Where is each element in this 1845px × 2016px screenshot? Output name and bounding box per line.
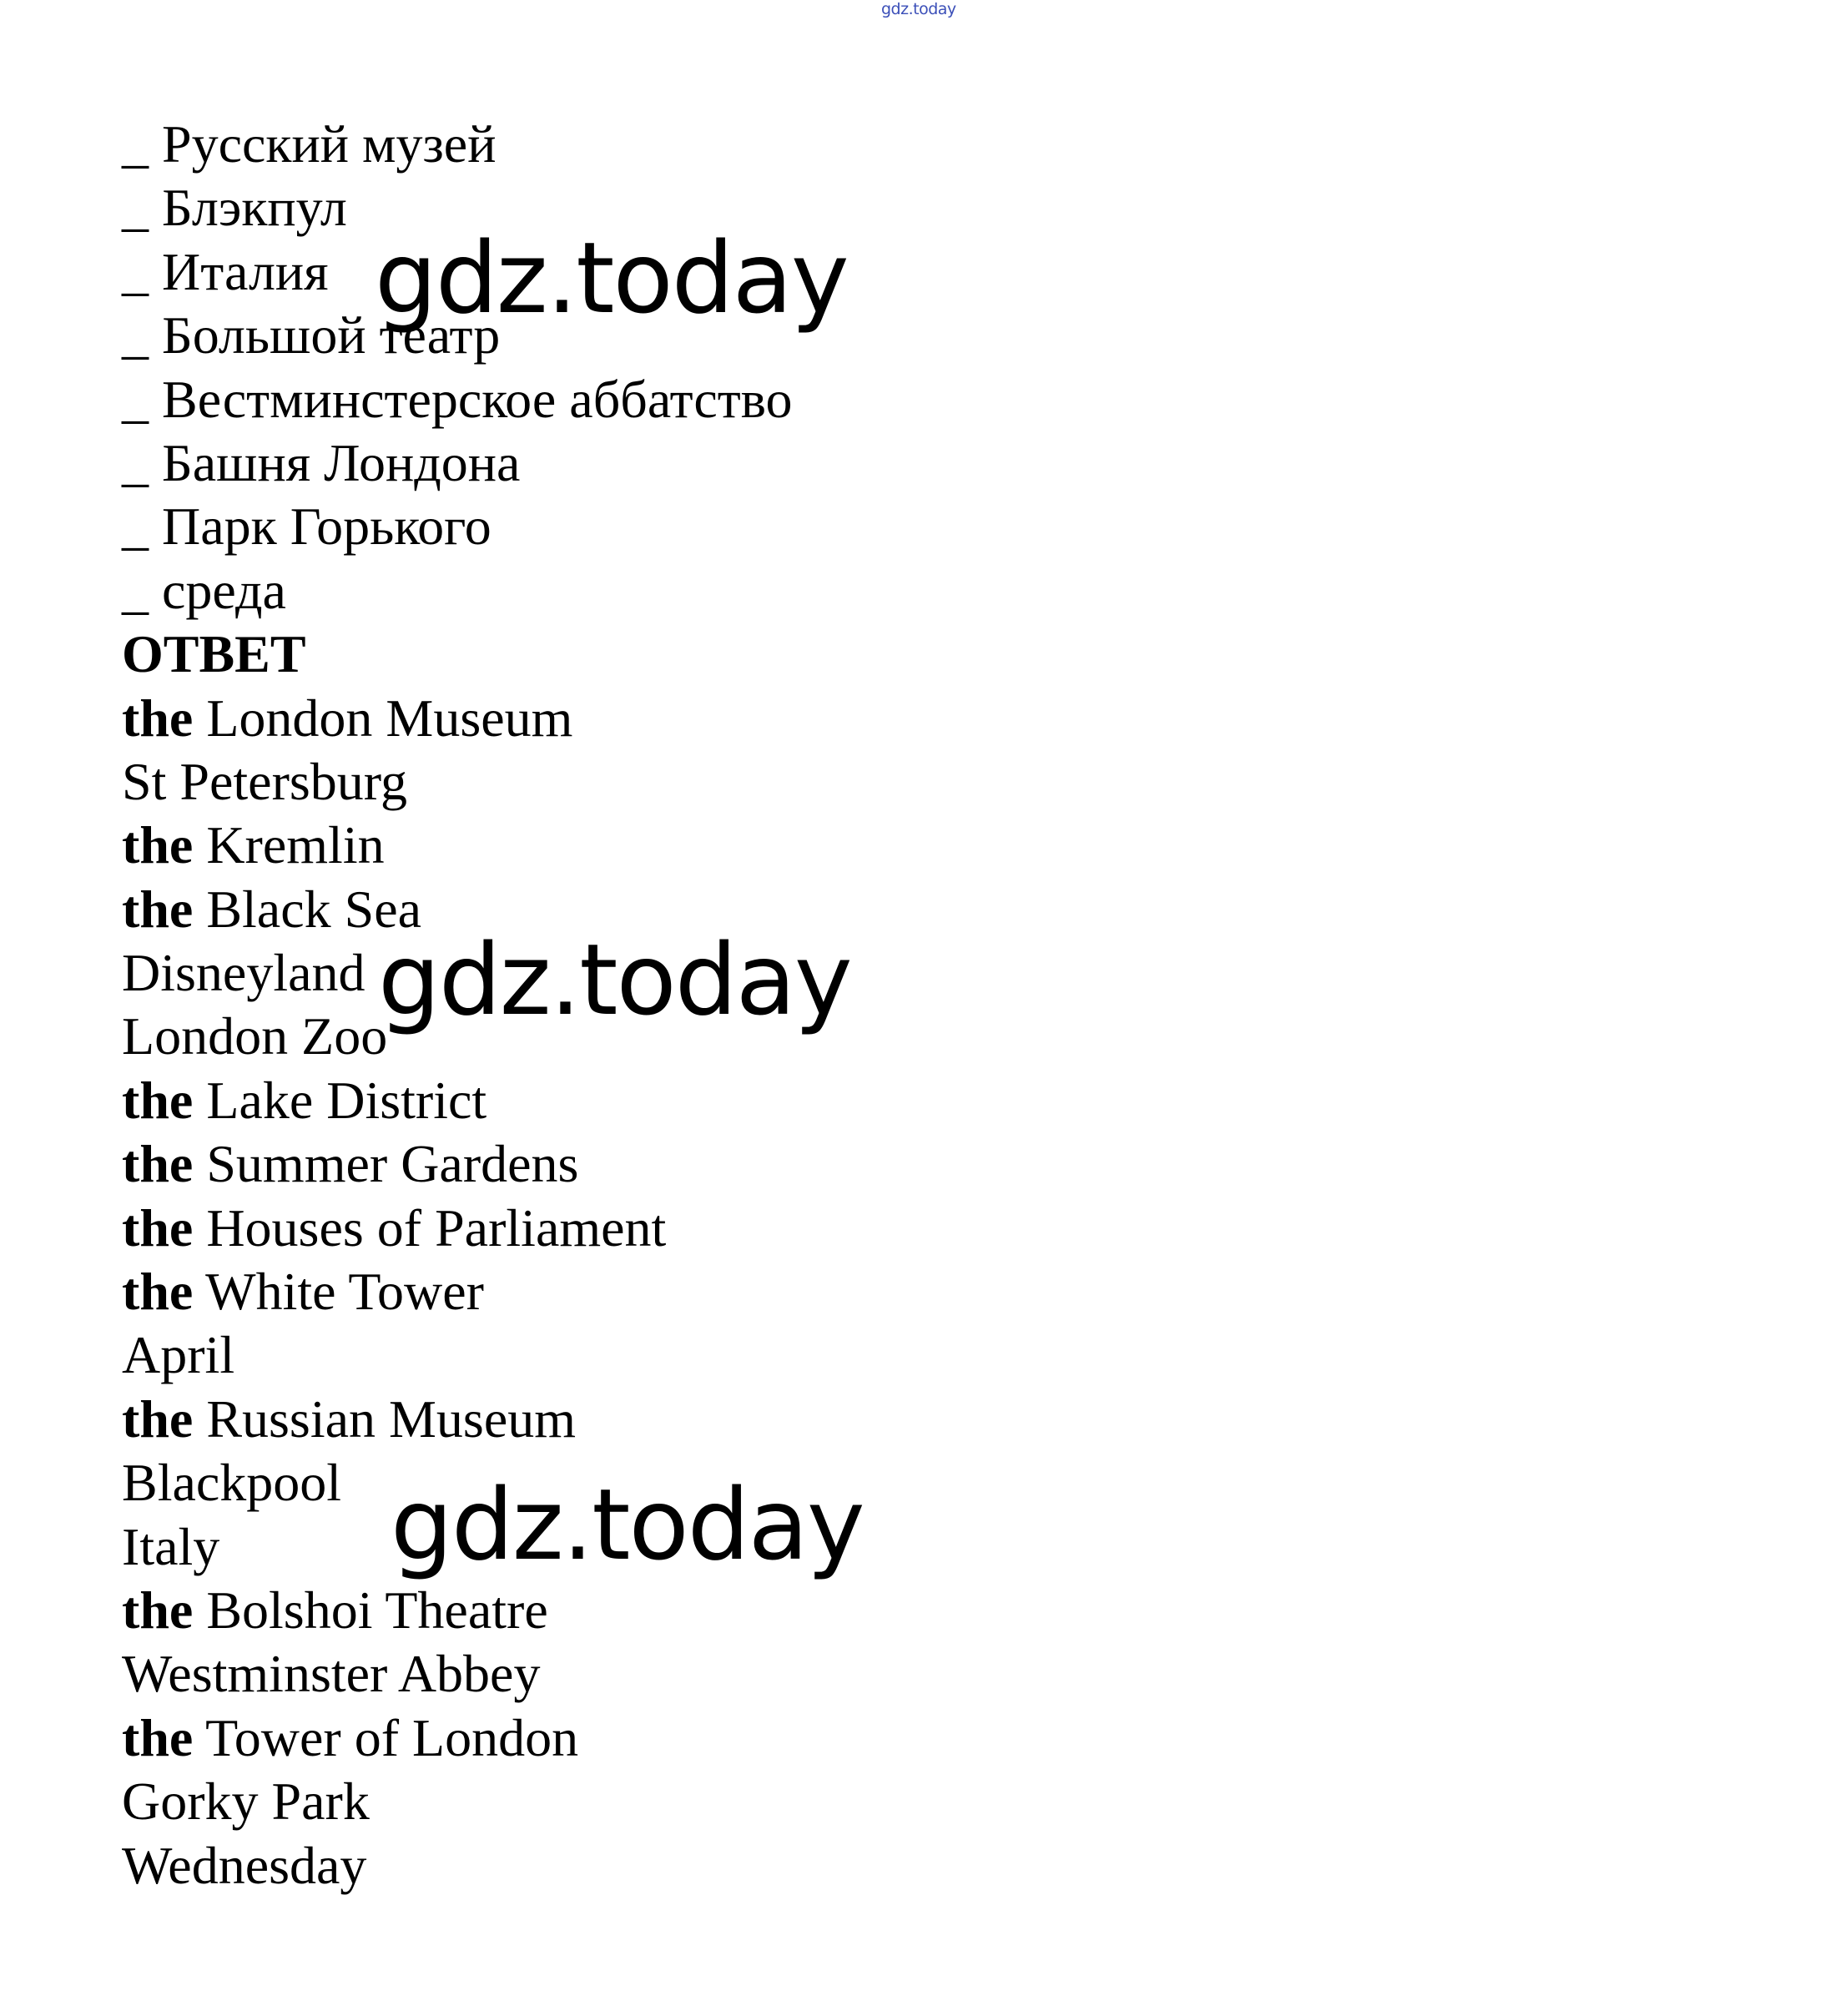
russian-item: _ Русский музей: [122, 114, 497, 174]
answer-item: [122, 1642, 792, 1706]
answer-text: Russian Museum: [206, 1389, 576, 1449]
answer-text: Lake District: [206, 1070, 487, 1130]
watermark: gdz.today: [375, 220, 848, 335]
answer-text: Kremlin: [206, 815, 385, 875]
answer-text: London Zoo: [122, 1006, 388, 1066]
answer-article: the: [122, 1389, 194, 1449]
answer-item: [122, 1197, 792, 1260]
russian-item: _ Блэкпул: [122, 178, 347, 238]
russian-item: _ Италия: [122, 241, 329, 301]
russian-item: _ Парк Горького: [122, 496, 491, 557]
answer-item: [122, 1323, 792, 1387]
russian-item: _ среда: [122, 560, 286, 620]
answer-text: St Petersburg: [122, 751, 407, 811]
answer-item: [122, 814, 792, 877]
russian-item: _ Вестминстерское аббатство: [122, 369, 793, 429]
answer-text: Westminster Abbey: [122, 1644, 541, 1704]
answer-text: Blackpool: [122, 1453, 342, 1513]
answer-text: Gorky Park: [122, 1772, 370, 1832]
answer-text: London Museum: [206, 688, 573, 748]
answer-item: [122, 750, 792, 814]
answer-article: the: [122, 879, 194, 939]
answer-item: [122, 1706, 792, 1770]
answer-article: the: [122, 1197, 194, 1257]
russian-item: _ Башня Лондона: [122, 432, 521, 492]
answer-item: [122, 1260, 792, 1323]
answer-text: Black Sea: [206, 879, 421, 939]
answer-item: [122, 687, 792, 750]
answer-heading: [122, 622, 792, 686]
answer-article: the: [122, 1707, 194, 1767]
answer-article: the: [122, 815, 194, 875]
answer-text: White Tower: [205, 1262, 484, 1322]
answer-text: Houses of Parliament: [206, 1197, 667, 1257]
answer-article: the: [122, 1070, 194, 1130]
answer-article: the: [122, 688, 194, 748]
answer-article: the: [122, 1134, 194, 1194]
answer-item: [122, 1770, 792, 1833]
answer-item: [122, 1834, 792, 1898]
answer-heading-text: ОТВЕТ: [122, 624, 306, 684]
answer-text: Italy: [122, 1516, 220, 1576]
answer-item: [122, 1579, 792, 1642]
header-watermark: gdz.today: [881, 0, 956, 18]
answer-text: April: [122, 1325, 235, 1385]
answer-text: Disneyland: [122, 943, 365, 1003]
answer-item: [122, 1069, 792, 1132]
answer-article: the: [122, 1262, 194, 1322]
watermark: gdz.today: [378, 922, 851, 1037]
answer-text: Bolshoi Theatre: [206, 1580, 548, 1640]
answer-item: [122, 1388, 792, 1451]
answer-text: Wednesday: [122, 1835, 367, 1895]
answer-text: Summer Gardens: [206, 1134, 579, 1194]
answer-item: [122, 1132, 792, 1196]
russian-item: _ Большой театр: [122, 305, 501, 365]
answer-text: Tower of London: [205, 1707, 579, 1767]
watermark: gdz.today: [391, 1467, 864, 1582]
answer-article: the: [122, 1580, 194, 1640]
